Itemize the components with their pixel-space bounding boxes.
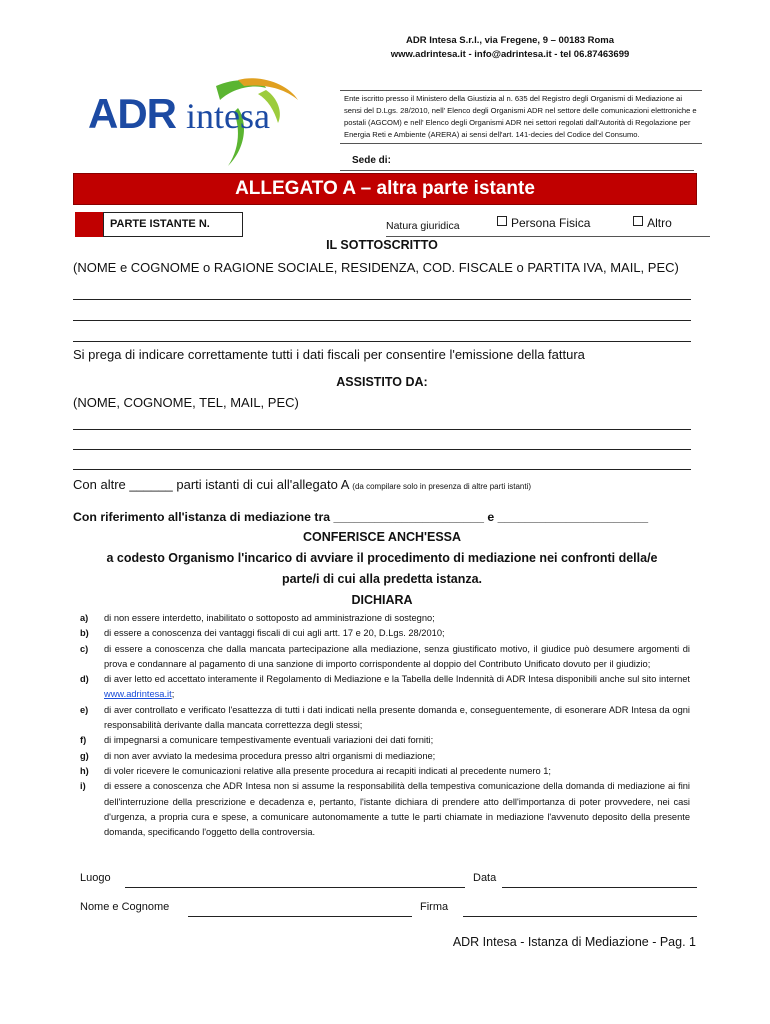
list-item: f) di impegnarsi a comunicare tempestivamente eventuali variazioni dei dati forniti; xyxy=(80,735,434,746)
altre-parti-text: Con altre ______ parti istanti di cui all'allegato A xyxy=(73,477,349,492)
assistito-line-3[interactable] xyxy=(73,469,691,470)
fiscal-data-note: Si prega di indicare correttamente tutti i dati fiscali per consentire l'emissione della fattura xyxy=(73,347,585,362)
natura-giuridica-label: Natura giuridica xyxy=(386,220,460,232)
firma-field[interactable] xyxy=(463,916,697,917)
luogo-label: Luogo xyxy=(80,872,111,884)
list-item: g) di non aver avviato la medesima procedura presso altri organismi di mediazione; xyxy=(80,750,436,761)
data-label: Data xyxy=(473,872,497,884)
list-item: b) di essere a conoscenza dei vantaggi fiscali di cui agli artt. 17 e 20, D.Lgs. 28/2010; xyxy=(80,628,445,639)
header-address-block xyxy=(340,34,680,62)
allegato-banner: ALLEGATO A – altra parte istante xyxy=(73,173,697,205)
page-footer: ADR Intesa - Istanza di Mediazione - Pag. 1 xyxy=(452,935,696,949)
list-item: a) di non essere interdetto, inabilitato o sottoposto ad amministrazione di sostegno; xyxy=(80,613,435,623)
list-item: e) di aver controllato e verificato l'esattezza di tutti i dati indicati nella presente domanda e, conseguentemente, di esonerare ADR Intesa da ogni responsabilità derivante dalla mancata correttezza degli stessi; xyxy=(80,704,690,731)
assistito-title: ASSISTITO DA: xyxy=(336,375,428,389)
riferimento-istanza: Con riferimento all'istanza di mediazione tra ______________________ e ______________________ xyxy=(73,510,649,524)
parte-istante-label: PARTE ISTANTE N. xyxy=(103,212,243,237)
parte-number-field[interactable] xyxy=(75,212,103,237)
sede-divider xyxy=(340,170,694,171)
checkbox-icon xyxy=(497,216,507,226)
assistito-fields-label: (NOME, COGNOME, TEL, MAIL, PEC) xyxy=(73,395,299,410)
assistito-line-1[interactable] xyxy=(73,429,691,430)
luogo-field[interactable] xyxy=(125,887,465,888)
dichiara-title: DICHIARA xyxy=(351,593,413,607)
nome-cognome-label: Nome e Cognome xyxy=(80,901,170,913)
assistito-line-2[interactable] xyxy=(73,449,691,450)
firma-label: Firma xyxy=(420,901,449,913)
altre-parti-row xyxy=(73,477,531,492)
list-item: i) di essere a conoscenza che ADR Intesa non si assume la responsabilità della tempestiva comunicazione della domanda di mediazione ai fini dell'interruzione della prescrizione e decadenza e, pertanto, l'istante dichiara di prendere atto dell'importanza di poter provvedere, nei casi d'urgenza, a propria cura e spese, a comunicare autonomamente a tutte le parti chiamate in mediazione l'avvenuto deposito della presente domanda, specificando l'oggetto della controversia. xyxy=(80,781,690,838)
sottoscritto-title: IL SOTTOSCRITTO xyxy=(326,238,438,252)
sede-label: Sede di: xyxy=(352,155,391,166)
altro-label: Altro xyxy=(647,216,672,230)
header-registration: Ente iscritto presso il Ministero della Giustizia al n. 635 del Registro degli Organismi di Mediazione ai sensi del D.Lgs. 28/2010, nell' Elenco degli Organismi ADR nel settore delle comunicazioni elettroniche e postali (AGCOM) e nell' Elenco degli Organismi ADR nei settori regolati dall'Autorità di Regolazione per Energia Reti e Ambiente (ARERA) ai sensi dell'art. 141-decies del Codice del Consumo. xyxy=(340,90,702,144)
conferisce-title: CONFERISCE ANCH'ESSA xyxy=(302,530,462,544)
svg-text:ADR: ADR xyxy=(88,90,176,137)
adrintesa-link[interactable]: www.adrintesa.it xyxy=(104,689,172,700)
sottoscritto-line-3[interactable] xyxy=(73,341,691,342)
nome-cognome-field[interactable] xyxy=(188,916,412,917)
data-field[interactable] xyxy=(502,887,697,888)
sottoscritto-line-1[interactable] xyxy=(73,299,691,300)
altre-parti-note: (da compilare solo in presenza di altre parti istanti) xyxy=(352,482,532,491)
list-item: c) di essere a conoscenza che dalla mancata partecipazione alla mediazione, senza giustificato motivo, il giudice può desumere argomenti di prova e condannare al pagamento di una sanzione di importo corrispondente al doppio del Contributo Unificato dovuto per il giudizio; xyxy=(80,643,690,669)
altro-checkbox[interactable] xyxy=(633,216,672,230)
header-contacts: www.adrintesa.it - info@adrintesa.it - tel 06.87463699 xyxy=(390,49,630,60)
persona-fisica-checkbox[interactable] xyxy=(497,216,590,230)
sottoscritto-line-2[interactable] xyxy=(73,320,691,321)
conferisce-line-1: a codesto Organismo l'incarico di avviare il procedimento di mediazione nei confronti della/e xyxy=(106,551,658,565)
checkbox-icon xyxy=(633,216,643,226)
persona-fisica-label: Persona Fisica xyxy=(511,216,591,230)
natura-divider xyxy=(386,236,710,237)
conferisce-line-2: parte/i di cui alla predetta istanza. xyxy=(281,572,483,586)
natura-options xyxy=(497,216,672,230)
sottoscritto-fields-label: (NOME e COGNOME o RAGIONE SOCIALE, RESIDENZA, COD. FISCALE o PARTITA IVA, MAIL, PEC) xyxy=(73,260,679,275)
list-item: h) di voler ricevere le comunicazioni relative alla presente procedura ai recapiti indicati al precedente numero 1; xyxy=(80,765,552,776)
header-address: ADR Intesa S.r.l., via Fregene, 9 – 00183 Roma xyxy=(405,35,615,46)
adr-intesa-logo xyxy=(88,78,323,168)
dichiara-list xyxy=(80,611,690,840)
list-item: d) di aver letto ed accettato interamente il Regolamento di Mediazione e la Tabella delle Indennità di ADR Intesa disponibili anche sul sito internet www.adrintesa.it; xyxy=(80,674,690,700)
svg-text:intesa: intesa xyxy=(186,96,270,136)
